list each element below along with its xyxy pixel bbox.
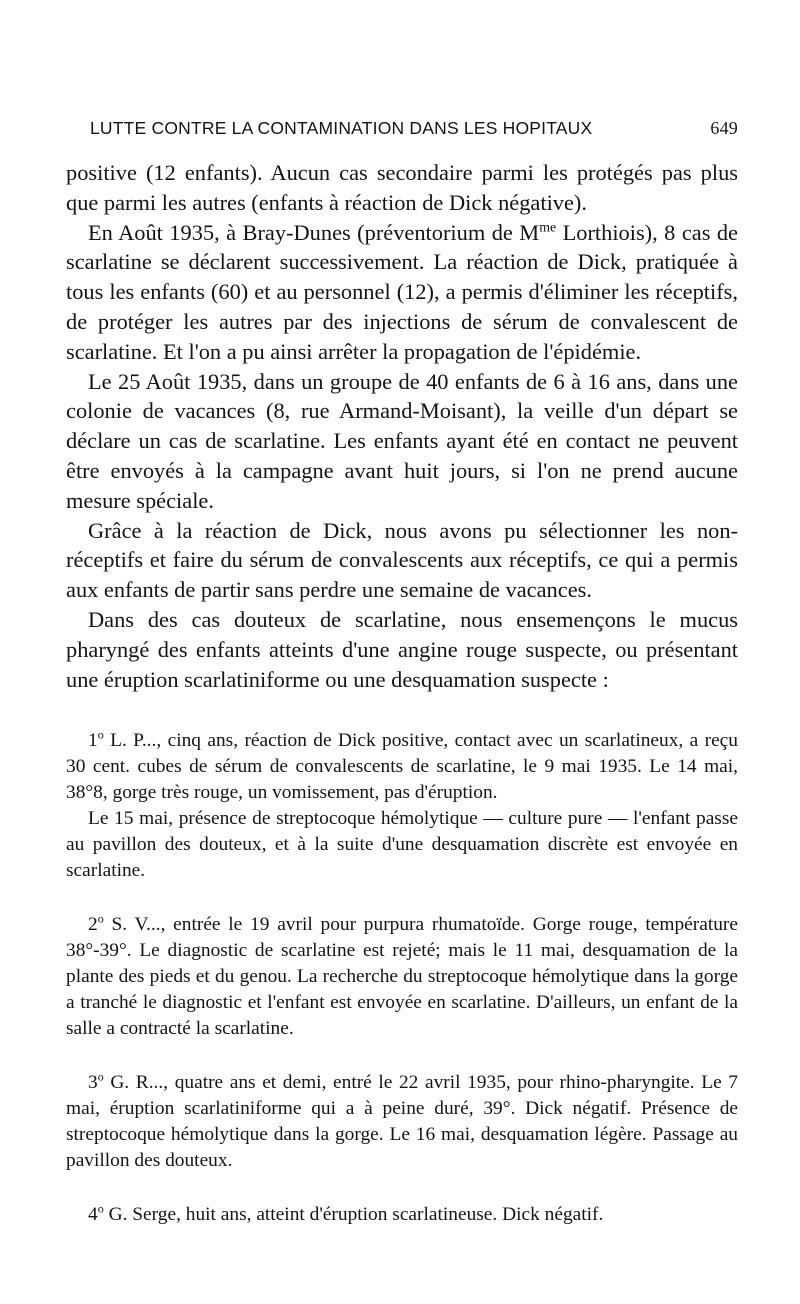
paragraph: Le 25 Août 1935, dans un groupe de 40 enfants de 6 à 16 ans, dans une colonie de vacances (8, rue Armand-Moisant), la veille d'un départ se déclare un cas de scarlatine. Les enfants ayant été en contact ne peuvent être envoyés à la campagne avant huit jours, si l'on ne prend aucune mesure spéciale.	[66, 368, 738, 513]
running-title: LUTTE CONTRE LA CONTAMINATION DANS LES HOPITAUX	[90, 118, 593, 138]
case-body: L. P..., cinq ans, réaction de Dick positive, contact avec un scarlatineux, a reçu 30 cent. cubes de sérum de convalescents de scarlatine, le 9 mai 1935. Le 14 mai, 38°8, gorge très rouge, un vomissement, pas d'éruption.	[66, 730, 738, 804]
superscript: o	[97, 1069, 104, 1084]
case-body: G. R..., quatre ans et demi, entré le 22 avril 1935, pour rhino-pharyngite. Le 7 mai, éruption scarlatiniforme qui a à peine duré, 39°. Dick négatif. Présence de streptocoque hémolytique dans la gorge. Le 16 mai, desquamation légère. Passage au pavillon des douteux.	[66, 1072, 738, 1172]
superscript: me	[539, 220, 557, 236]
running-head	[90, 118, 738, 148]
case-list	[66, 728, 738, 1228]
book-page	[66, 118, 738, 1228]
case-body: G. Serge, huit ans, atteint d'éruption scarlatineuse. Dick négatif.	[103, 1204, 604, 1226]
main-text	[66, 158, 738, 694]
paragraph: positive (12 enfants). Aucun cas secondaire parmi les protégés pas plus que parmi les autres (enfants à réaction de Dick négative).	[66, 160, 738, 215]
case-text	[66, 728, 738, 806]
case-entry	[66, 1070, 738, 1174]
page-number: 649	[710, 118, 738, 138]
case-entry	[66, 912, 738, 1042]
case-number: 2	[88, 914, 98, 936]
paragraph-text: Lorthiois), 8 cas de scarlatine se déclarent successivement. La réaction de Dick, pratiquée à tous les enfants (60) et au personnel (12), a permis d'éliminer les réceptifs, de protéger les autres par des injections de sérum de convalescent de scarlatine. Et l'on a pu ainsi arrêter la propagation de l'épidémie.	[66, 219, 738, 364]
case-number: 3	[88, 1072, 98, 1094]
paragraph: Grâce à la réaction de Dick, nous avons pu sélectionner les non-réceptifs et faire du sérum de convalescents aux réceptifs, ce qui a permis aux enfants de partir sans perdre une semaine de vacances.	[66, 517, 738, 603]
case-entry	[66, 728, 738, 884]
case-entry	[66, 1202, 738, 1228]
paragraph: Dans des cas douteux de scarlatine, nous ensemençons le mucus pharyngé des enfants atteints d'une angine rouge suspecte, ou présentant une éruption scarlatiniforme ou une desquamation suspecte :	[66, 606, 738, 692]
paragraph	[66, 218, 738, 367]
superscript: o	[97, 727, 104, 742]
case-number: 1	[88, 730, 98, 752]
superscript: o	[97, 911, 104, 926]
case-text	[66, 1202, 738, 1228]
case-text	[66, 1070, 738, 1174]
superscript: o	[97, 1201, 104, 1216]
case-number: 4	[88, 1204, 98, 1226]
case-body: S. V..., entrée le 19 avril pour purpura rhumatoïde. Gorge rouge, température 38°-39°. Le diagnostic de scarlatine est rejeté; mais le 11 mai, desquamation de la plante des pieds et du genou. La recherche du streptocoque hémolytique dans la gorge a tranché le diagnostic et l'enfant est envoyée en scarlatine. D'ailleurs, un enfant de la salle a contracté la scarlatine.	[66, 914, 738, 1040]
case-followup: Le 15 mai, présence de streptocoque hémolytique — culture pure — l'enfant passe au pavillon des douteux, et à la suite d'une desquamation discrète est envoyée en scarlatine.	[66, 808, 738, 882]
case-text	[66, 912, 738, 1042]
paragraph-text: En Août 1935, à Bray-Dunes (préventorium de M	[88, 219, 540, 245]
